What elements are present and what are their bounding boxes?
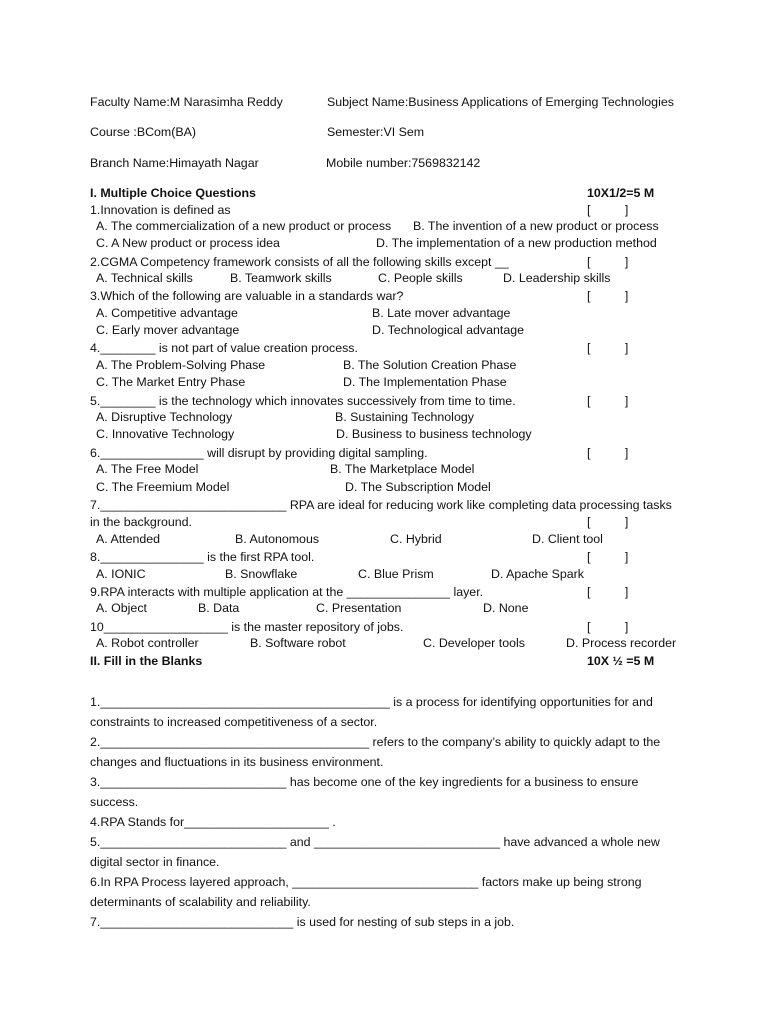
section2-marks: 10X ½ =5 M [587,654,655,668]
answer-bracket: [ ] [587,255,629,269]
q9-option-c: C. Presentation [316,601,402,615]
answer-bracket: [ ] [587,394,629,408]
q2-option-a: A. Technical skills [96,271,193,285]
fib-line: 7.____________________________ is used for nesting of sub steps in a job. [90,915,515,929]
question-2: 2.CGMA Competency framework consists of all the following skills except __ [ ] [90,255,629,269]
q5-option-b: B. Sustaining Technology [335,410,474,424]
mobile-number: Mobile number:7569832142 [326,156,481,170]
q8-option-a: A. IONIC [96,567,146,581]
q1-option-b: B. The invention of a new product or process [413,219,659,233]
q4-option-b: B. The Solution Creation Phase [343,358,517,372]
q6-option-a: A. The Free Model [96,462,199,476]
q9-option-b: B. Data [198,601,240,615]
answer-bracket: [ ] [587,585,629,599]
question-5: 5.________ is the technology which innovates successively from time to time. [ ] [90,394,629,408]
q3-option-a: A. Competitive advantage [96,306,238,320]
q9-option-a: A. Object [96,601,147,615]
q8-option-b: B. Snowflake [225,567,298,581]
answer-bracket: [ ] [587,203,629,217]
semester: Semester:VI Sem [327,125,425,139]
q3-option-d: D. Technological advantage [372,323,525,337]
branch-name: Branch Name:Himayath Nagar [90,156,259,170]
question-6: 6._______________ will disrupt by providing digital sampling. [ ] [90,446,629,460]
q5-option-c: C. Innovative Technology [96,427,235,441]
question-7: 7.___________________________ RPA are ideal for reducing work like completing data processing tasks [90,498,672,512]
subject-name: Subject Name:Business Applications of Emerging Technologies [327,95,674,109]
answer-bracket: [ ] [587,446,629,460]
q2-option-b: B. Teamwork skills [230,271,332,285]
fib-line: digital sector in finance. [90,855,220,869]
section1-title: I. Multiple Choice Questions [90,186,256,200]
q4-option-a: A. The Problem-Solving Phase [96,358,266,372]
section1-marks: 10X1/2=5 M [587,186,655,200]
fib-line: 6.In RPA Process layered approach, ___________________________ factors make up being strong [90,875,642,889]
question-10: 10__________________ is the master repository of jobs. [ ] [90,620,629,634]
q10-option-c: C. Developer tools [423,636,525,650]
q10-option-b: B. Software robot [250,636,346,650]
answer-bracket: [ ] [587,341,629,355]
question-4: 4.________ is not part of value creation process. [ ] [90,341,629,355]
q8-option-c: C. Blue Prism [358,567,434,581]
fib-line: 4.RPA Stands for_____________________ . [90,815,336,829]
q5-option-d: D. Business to business technology [336,427,532,441]
fib-line: 1.__________________________________________ is a process for identifying opportunities for and [90,695,653,709]
q1-option-a: A. The commercialization of a new product or process [96,219,392,233]
question-8: 8._______________ is the first RPA tool. [ ] [90,550,629,564]
section2-title: II. Fill in the Blanks [90,654,203,668]
q10-option-a: A. Robot controller [96,636,199,650]
question-1: 1.Innovation is defined as [ ] [90,203,629,217]
q4-option-d: D. The Implementation Phase [343,375,507,389]
fib-line: 3.___________________________ has become one of the key ingredients for a business to ensure [90,775,639,789]
q7-option-a: A. Attended [96,532,161,546]
question-9: 9.RPA interacts with multiple application at the _______________ layer. [ ] [90,585,629,599]
q3-option-b: B. Late mover advantage [372,306,511,320]
faculty-name: Faculty Name:M Narasimha Reddy [90,95,283,109]
course: Course :BCom(BA) [90,125,197,139]
q6-option-d: D. The Subscription Model [345,480,491,494]
answer-bracket: [ ] [587,620,629,634]
q7-option-d: D. Client tool [532,532,603,546]
fib-line: 5.___________________________ and ___________________________ have advanced a whole new [90,835,660,849]
fib-line: success. [90,795,139,809]
answer-bracket: [ ] [587,550,629,564]
q6-option-c: C. The Freemium Model [96,480,230,494]
q3-option-c: C. Early mover advantage [96,323,240,337]
q10-option-d: D. Process recorder [566,636,677,650]
q8-option-d: D. Apache Spark [491,567,584,581]
q4-option-c: C. The Market Entry Phase [96,375,246,389]
q7-option-c: C. Hybrid [390,532,442,546]
answer-bracket: [ ] [587,289,629,303]
q1-option-d: D. The implementation of a new production method [376,236,657,250]
q1-option-c: C. A New product or process idea [96,236,280,250]
fib-line: 2._______________________________________ refers to the company’s ability to quickly adapt to the [90,735,661,749]
q6-option-b: B. The Marketplace Model [330,462,475,476]
question-7-continued: in the background. [ ] [90,515,629,529]
fib-line: constraints to increased competitiveness of a sector. [90,715,378,729]
q9-option-d: D. None [483,601,529,615]
fib-line: determinants of scalability and reliability. [90,895,311,909]
fib-line: changes and fluctuations in its business environment. [90,755,384,769]
q7-option-b: B. Autonomous [235,532,320,546]
answer-bracket: [ ] [587,515,629,529]
q2-option-c: C. People skills [378,271,463,285]
question-3: 3.Which of the following are valuable in a standards war? [ ] [90,289,629,303]
q2-option-d: D. Leadership skills [503,271,611,285]
q5-option-a: A. Disruptive Technology [96,410,233,424]
